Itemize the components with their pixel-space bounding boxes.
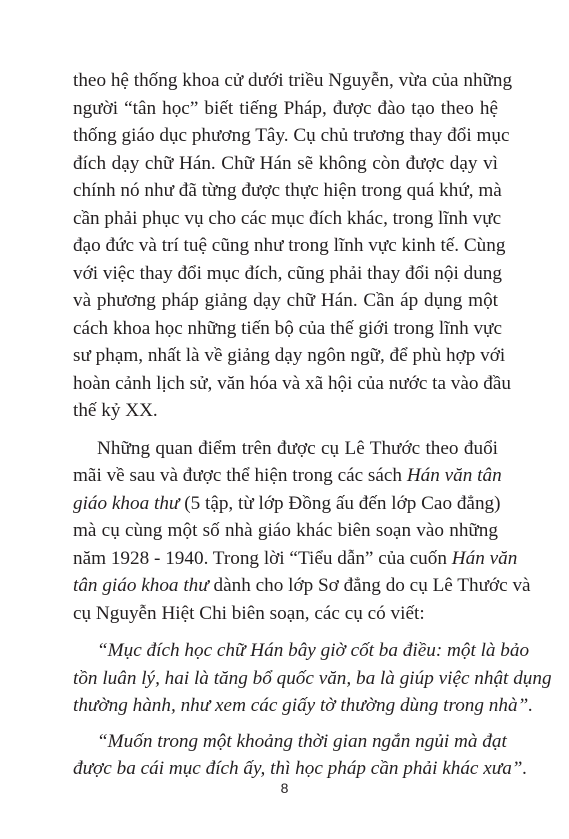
paragraph-line: và phương pháp giảng dạy chữ Hán. Cần áp dụng một (73, 290, 498, 311)
paragraph-line (73, 490, 501, 518)
paragraph-spacer (73, 627, 498, 637)
text-run: (5 tập, từ lớp Đồng ấu đến lớp Cao đẳng) (179, 492, 501, 514)
quote-1 (73, 637, 552, 720)
paragraph-spacer (73, 425, 498, 435)
text-run: năm 1928 - 1940. Trong lời “Tiểu dẫn” của cuốn (73, 547, 452, 569)
paragraph-line: cách khoa học những tiến bộ của thế giới trong lĩnh vực (73, 317, 502, 339)
paragraph-line: với việc thay đổi mục đích, cũng phải thay đổi nội dung (73, 262, 502, 284)
paragraph-line: người “tân học” biết tiếng Pháp, được đào tạo theo hệ (73, 97, 498, 119)
quote-line: được ba cái mục đích ấy, thì học pháp cần phải khác xưa”. (73, 758, 528, 779)
page-number: 8 (280, 780, 289, 796)
quote-line: thường hành, như xem các giấy tờ thường dùng trong nhà”. (73, 695, 534, 716)
paragraph-line (73, 572, 531, 600)
paragraph-line: hoàn cảnh lịch sử, văn hóa và xã hội của nước ta vào đầu (73, 372, 511, 394)
paragraph-line: Những quan điểm trên được cụ Lê Thước theo đuổi (97, 437, 498, 459)
paragraph-1 (73, 67, 513, 425)
paragraph-2 (73, 435, 531, 628)
paragraph-line: theo hệ thống khoa cử dưới triều Nguyễn, vừa của những (73, 70, 513, 91)
paragraph-line (73, 462, 502, 490)
book-title-italic: tân giáo khoa thư (73, 575, 209, 596)
quote-line: “Muốn trong một khoảng thời gian ngắn ngủi mà đạt (97, 730, 507, 752)
paragraph-line: thống giáo dục phương Tây. Cụ chủ trương thay đổi mục (73, 125, 510, 146)
book-title-italic: giáo khoa thư (73, 492, 180, 514)
paragraph-spacer (73, 720, 498, 728)
book-title-italic: Hán văn (451, 547, 518, 569)
paragraph-line: thế kỷ XX. (73, 400, 158, 421)
book-title-italic: Hán văn tân (406, 465, 502, 486)
paragraph-line: sư phạm, nhất là về giảng dạy ngôn ngữ, để phù hợp với (73, 345, 506, 366)
text-run: dành cho lớp Sơ đẳng do cụ Lê Thước và (208, 575, 531, 596)
paragraph-line: đạo đức và trí tuệ cũng như trong lĩnh vực kinh tế. Cùng (73, 235, 506, 256)
quote-2 (73, 728, 528, 783)
paragraph-line: cần phải phục vụ cho các mục đích khác, trong lĩnh vực (73, 207, 502, 229)
quote-line: tồn luân lý, hai là tăng bổ quốc văn, ba là giúp việc nhật dụng (73, 667, 552, 689)
page-body (73, 67, 552, 783)
quote-line: “Mục đích học chữ Hán bây giờ cốt ba điều: một là bảo (97, 640, 530, 661)
paragraph-line: chính nó như đã từng được thực hiện trong quá khứ, mà (73, 180, 502, 201)
paragraph-line (73, 545, 518, 573)
paragraph-line: mà cụ cùng một số nhà giáo khác biên soạn vào những (73, 520, 498, 541)
text-run: mãi về sau và được thể hiện trong các sách (73, 465, 407, 486)
paragraph-line: đích dạy chữ Hán. Chữ Hán sẽ không còn được dạy vì (73, 152, 498, 174)
paragraph-line: cụ Nguyễn Hiệt Chi biên soạn, các cụ có viết: (73, 602, 425, 624)
